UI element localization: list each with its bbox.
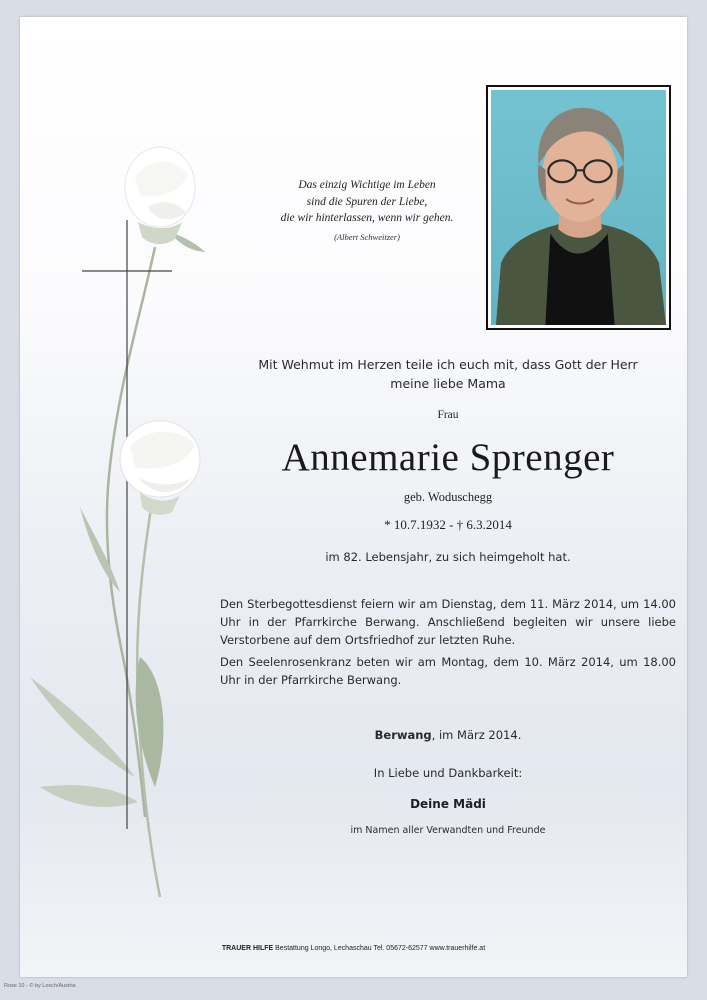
obituary-card: [20, 17, 687, 977]
age-text: im 82. Lebensjahr, zu sich heimgeholt hat.: [325, 550, 571, 564]
place-town: Berwang: [374, 728, 432, 742]
funeral-service-paragraph: Den Sterbegottesdienst feiern wir am Dienstag, dem 11. März 2014, um 14.00 Uhr in der Pfarrkirche Berwang. Anschließend begleiten wir unsere liebe Verstorbene auf dem Ortsfriedhof zur letzten Ruhe.: [220, 597, 676, 647]
maiden-name: geb. Woduschegg: [403, 490, 493, 504]
quote-author: (Albert Schweitzer): [334, 231, 400, 242]
place-date-rest: , im März 2014.: [431, 728, 522, 742]
quote-line-2: sind die Spuren der Liebe,: [306, 195, 428, 208]
relatives-text: im Namen aller Verwandten und Freunde: [350, 825, 546, 836]
intro-line-2: meine liebe Mama: [390, 376, 506, 391]
place-date: [220, 728, 676, 742]
signer-name: Deine Mädi: [410, 797, 486, 811]
footer-imprint: [0, 945, 707, 952]
footer-brand: TRAUER HILFE: [221, 945, 274, 952]
footer-details: Bestattung Longo, Lechaschau Tel. 05672-62577 www.trauerhilfe.at: [273, 945, 486, 952]
rosary-paragraph: Den Seelenrosenkranz beten wir am Montag, dem 10. März 2014, um 18.00 Uhr in der Pfarrkirche Berwang.: [220, 655, 676, 687]
rose-top: [125, 147, 195, 244]
rose-bottom: [120, 421, 200, 515]
corner-note: Rose 10 - © by Losch/Austria: [4, 983, 76, 989]
life-dates: * 10.7.1932 - † 6.3.2014: [384, 517, 512, 532]
deceased-name: Annemarie Sprenger: [281, 436, 615, 479]
quote-block: [248, 177, 486, 245]
intro-line-1: Mit Wehmut im Herzen teile ich euch mit, dass Gott der Herr: [258, 357, 638, 372]
portrait-photo: [486, 85, 671, 330]
quote-line-3: die wir hinterlassen, wenn wir gehen.: [280, 212, 454, 224]
quote-line-1: Das einzig Wichtige im Leben: [298, 179, 436, 191]
thanks-text: In Liebe und Dankbarkeit:: [373, 766, 523, 780]
salutation: Frau: [437, 409, 459, 421]
intro-text: [220, 355, 676, 393]
portrait-illustration: [491, 90, 666, 325]
